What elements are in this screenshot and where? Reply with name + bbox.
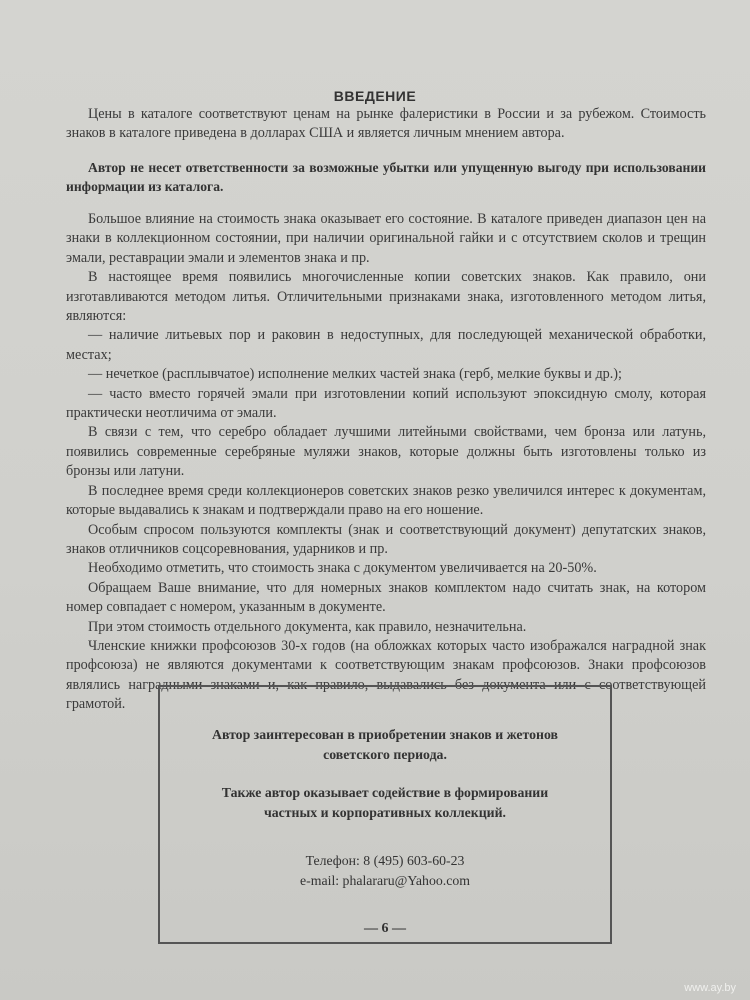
box-contacts [160,851,610,891]
disclaimer-paragraph [66,158,706,197]
paragraph: — часто вместо горячей эмали при изготовлении копий используют эпоксидную смолу, которая практически неотличима от эмали. [66,385,706,422]
paragraph: Членские книжки профсоюзов 30-х годов (на обложках которых часто изображался наградной знак профсоюза) не являются документами к соответствующим знакам профсоюзов. Знаки профсоюзов являлись наградными знаками и, как правило, выдавались без документа или с соответствующей грамотой. [66,637,706,713]
phone-number: Телефон: 8 (495) 603-60-23 [305,853,465,868]
email-address: e-mail: phalararu@Yahoo.com [300,873,470,888]
box-line: Автор заинтересован в приобретении знаков и жетонов [212,727,558,742]
box-line: Также автор оказывает содействие в формировании [221,785,549,800]
body-text [66,210,706,715]
intro-text: Цены в каталоге соответствуют ценам на рынке фалеристики в России и за рубежом. Стоимость знаков в каталоге приведена в долларах США и является личным мнением автора. [66,106,706,142]
page-title: ВВЕДЕНИЕ [333,88,417,104]
box-interest-text [160,725,610,765]
paragraph: — наличие литьевых пор и раковин в недоступных, для последующей механической обработки, местах; [66,327,706,363]
paragraph: В связи с тем, что серебро обладает лучшими литейными свойствами, чем бронза или латунь, появились современные серебряные муляжи знаков, которые должны быть изготовлены только из бронзы или латуни. [66,424,706,480]
paragraph: Обращаем Ваше внимание, что для номерных знаков комплектом надо считать знак, на котором номер совпадает с номером, указанным в документе. [66,579,706,616]
intro-paragraph [66,105,706,144]
disclaimer-text: Автор не несет ответственности за возможные убытки или упущенную выгоду при использовании информации из каталога. [66,160,706,195]
paragraph: При этом стоимость отдельного документа, как правило, незначительна. [88,618,527,635]
watermark: www.ay.by [684,982,736,994]
page-number: — 6 — [364,921,406,936]
paragraph: Особым спросом пользуются комплекты (знак и соответствующий документ) депутатских знаков, знаков отличников соцсоревнования, ударников и пр. [66,521,706,557]
paragraph: В последнее время среди коллекционеров советских знаков резко увеличился интерес к документам, которые выдавались к знакам и подтверждали право на его ношение. [66,482,706,519]
paragraph: — нечеткое (расплывчатое) исполнение мелких частей знака (герб, мелкие буквы и др.); [88,366,622,383]
contact-box [158,685,612,944]
box-line: советского периода. [323,747,447,762]
paragraph: Необходимо отметить, что стоимость знака с документом увеличивается на 20-50%. [88,560,597,577]
paragraph: В настоящее время появились многочисленные копии советских знаков. Как правило, они изготавливаются методом литья. Отличительными признаками знака, изготовленного методом литья, являются: [66,269,706,325]
box-assist-text [160,783,610,823]
box-line: частных и корпоративных коллекций. [263,805,507,820]
paragraph: Большое влияние на стоимость знака оказывает его состояние. В каталоге приведен диапазон цен на знаки в коллекционном состоянии, при наличии оригинальной гайки и с отсутствием сколов и трещин эмали, реставрации эмали и элементов знака и пр. [66,211,706,266]
